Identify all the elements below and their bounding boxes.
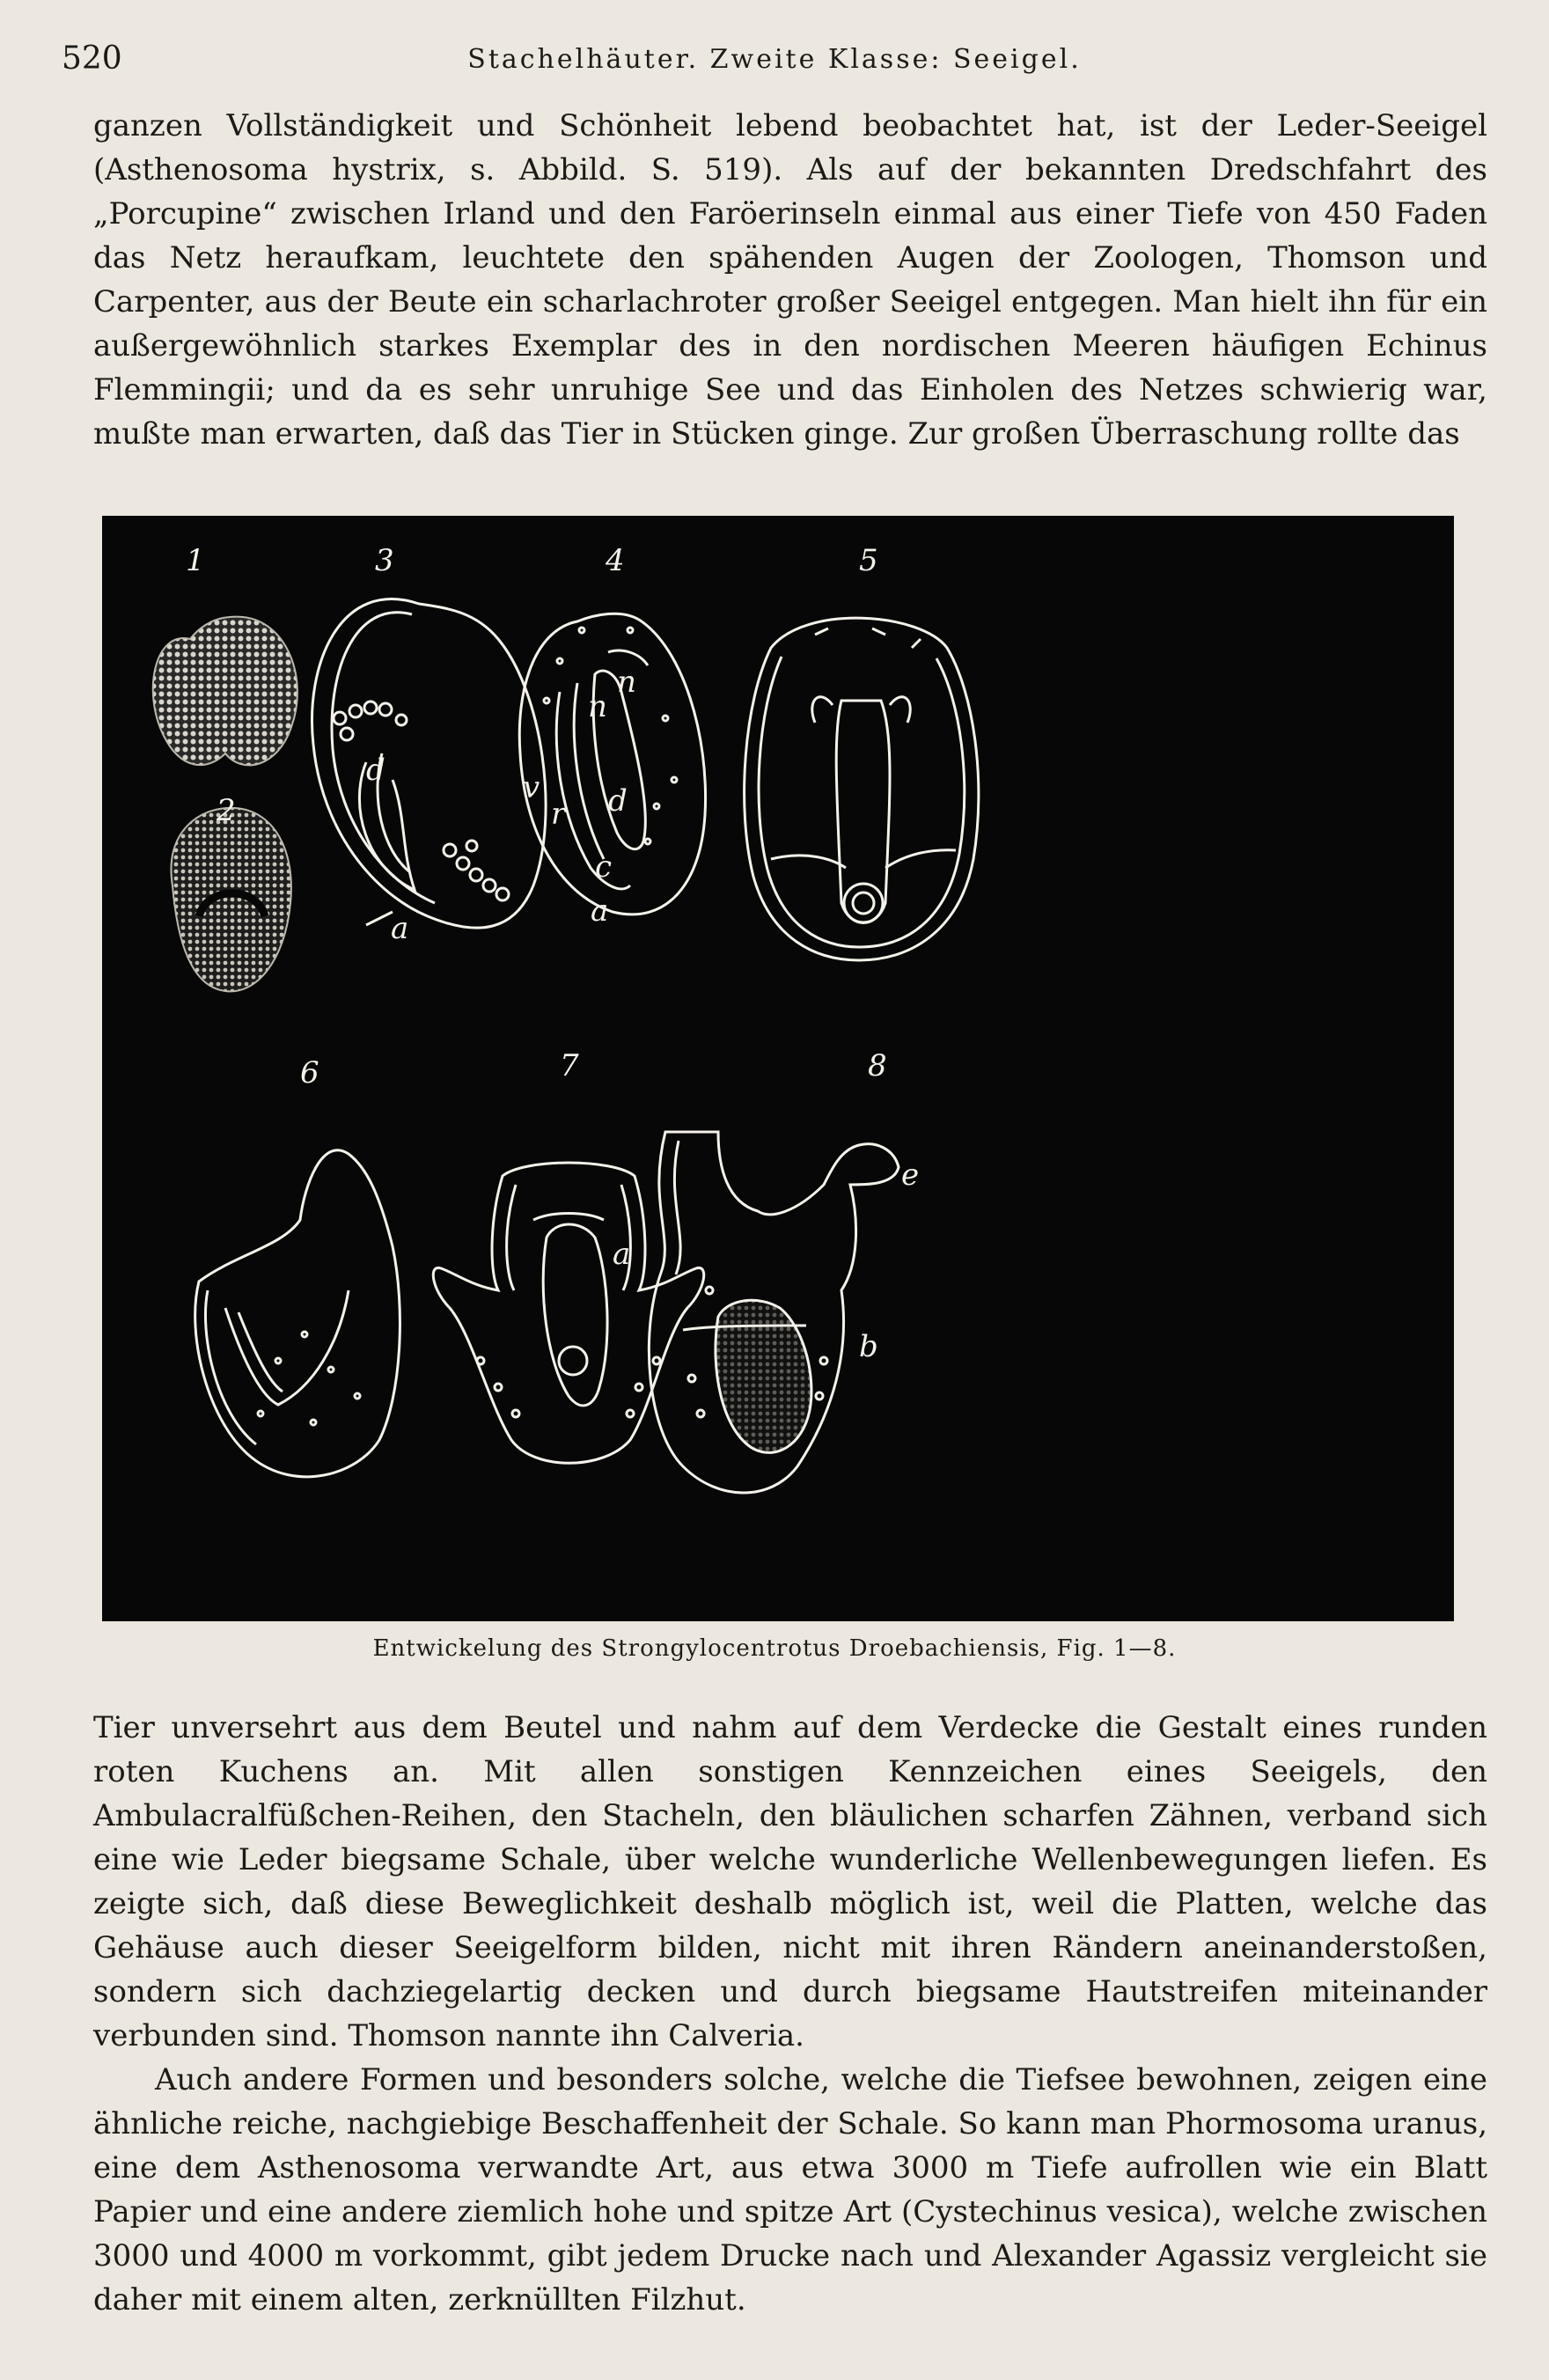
letter-fig4-n2: n	[588, 689, 607, 724]
figure-caption: Entwickelung des Strongylocentrotus Droebachiensis, Fig. 1—8.	[372, 1635, 1177, 1662]
figure-5	[745, 618, 979, 960]
letter-fig4-d: d	[608, 783, 628, 819]
fig-label-7: 7	[560, 1048, 579, 1083]
figure-4	[519, 613, 705, 915]
letter-fig3-d: d	[366, 753, 385, 788]
fig-label-6: 6	[300, 1055, 319, 1091]
figure-6	[195, 1150, 400, 1477]
fig-label-1: 1	[186, 543, 205, 578]
fig-label-2: 2	[217, 793, 236, 828]
embryo-drawings	[102, 516, 1454, 1621]
figure-8	[649, 1132, 899, 1493]
figure-1	[153, 617, 297, 766]
letter-fig3-a: a	[391, 911, 409, 946]
text-block-bottom	[93, 1706, 1487, 2322]
letter-fig4-c: c	[595, 849, 613, 885]
page-number: 520	[62, 40, 122, 77]
fig-label-8: 8	[868, 1048, 887, 1083]
running-head: Stachelhäuter. Zweite Klasse: Seeigel.	[467, 44, 1082, 75]
illustration-plate	[102, 516, 1454, 1621]
letter-fig4-a: a	[591, 893, 609, 929]
letter-fig4-v: v	[523, 770, 540, 805]
fig-label-4: 4	[606, 543, 625, 578]
figure-numbers	[186, 543, 887, 1091]
figure-3	[312, 599, 547, 929]
letter-fig8-a: a	[613, 1237, 631, 1272]
paragraph: Auch andere Formen und besonders solche, welche die Tiefsee bewohnen, zeigen eine ähnliche reiche, nachgiebige Beschaffenheit der Schale. So kann man Phormosoma uranus, eine dem Asthenosoma verwandte Art, aus etwa 3000 m Tiefe aufrollen wie ein Blatt Papier und eine andere ziemlich hohe und spitze Art (Cystechinus vesica), welche zwischen 3000 und 4000 m vorkommt, gibt jedem Drucke nach und Alexander Agassiz vergleicht sie daher mit einem alten, zerknüllten Filzhut.	[93, 2062, 1487, 2318]
letter-fig4-r: r	[551, 797, 566, 832]
paragraph: ganzen Vollständigkeit und Schönheit lebend beobachtet hat, ist der Leder-Seeigel (Asthenosoma hystrix, s. Abbild. S. 519). Als auf der bekannten Dredschfahrt des „Porcupine“ zwischen Irland und den Faröerinseln einmal aus einer Tiefe von 450 Faden das Netz heraufkam, leuchtete den spähenden Augen der Zoologen, Thomson und Carpenter, aus der Beute ein scharlachroter großer Seeigel entgegen. Man hielt ihn für ein außergewöhnlich starkes Exemplar des in den nordischen Meeren häufigen Echinus Flemmingii; und da es sehr unruhige See und das Einholen des Netzes schwierig war, mußte man erwarten, daß das Tier in Stücken ginge. Zur großen Überraschung rollte das	[93, 108, 1487, 452]
letter-fig8-e: e	[901, 1157, 920, 1193]
figure-2	[171, 808, 290, 992]
text-block-top	[93, 104, 1487, 456]
letter-fig4-n1: n	[617, 665, 636, 700]
figure-7	[433, 1163, 703, 1463]
fig-label-5: 5	[859, 543, 878, 578]
page-header	[62, 40, 1487, 93]
fig-label-3: 3	[375, 543, 394, 578]
letter-fig8-b: b	[859, 1329, 878, 1364]
paragraph: Tier unversehrt aus dem Beutel und nahm auf dem Verdecke die Gestalt eines runden roten Kuchens an. Mit allen sonstigen Kennzeichen eines Seeigels, den Ambulacralfüßchen-Reihen, den Stacheln, den bläulichen scharfen Zähnen, verband sich eine wie Leder biegsame Schale, über welche wunderliche Wellenbewegungen liefen. Es zeigte sich, daß diese Beweglichkeit deshalb möglich ist, weil die Platten, welche das Gehäuse auch dieser Seeigelform bilden, nicht mit ihren Rändern aneinanderstoßen, sondern sich dachziegelartig decken und durch biegsame Hautstreifen miteinander verbunden sind. Thomson nannte ihn Calveria.	[93, 1710, 1487, 2053]
